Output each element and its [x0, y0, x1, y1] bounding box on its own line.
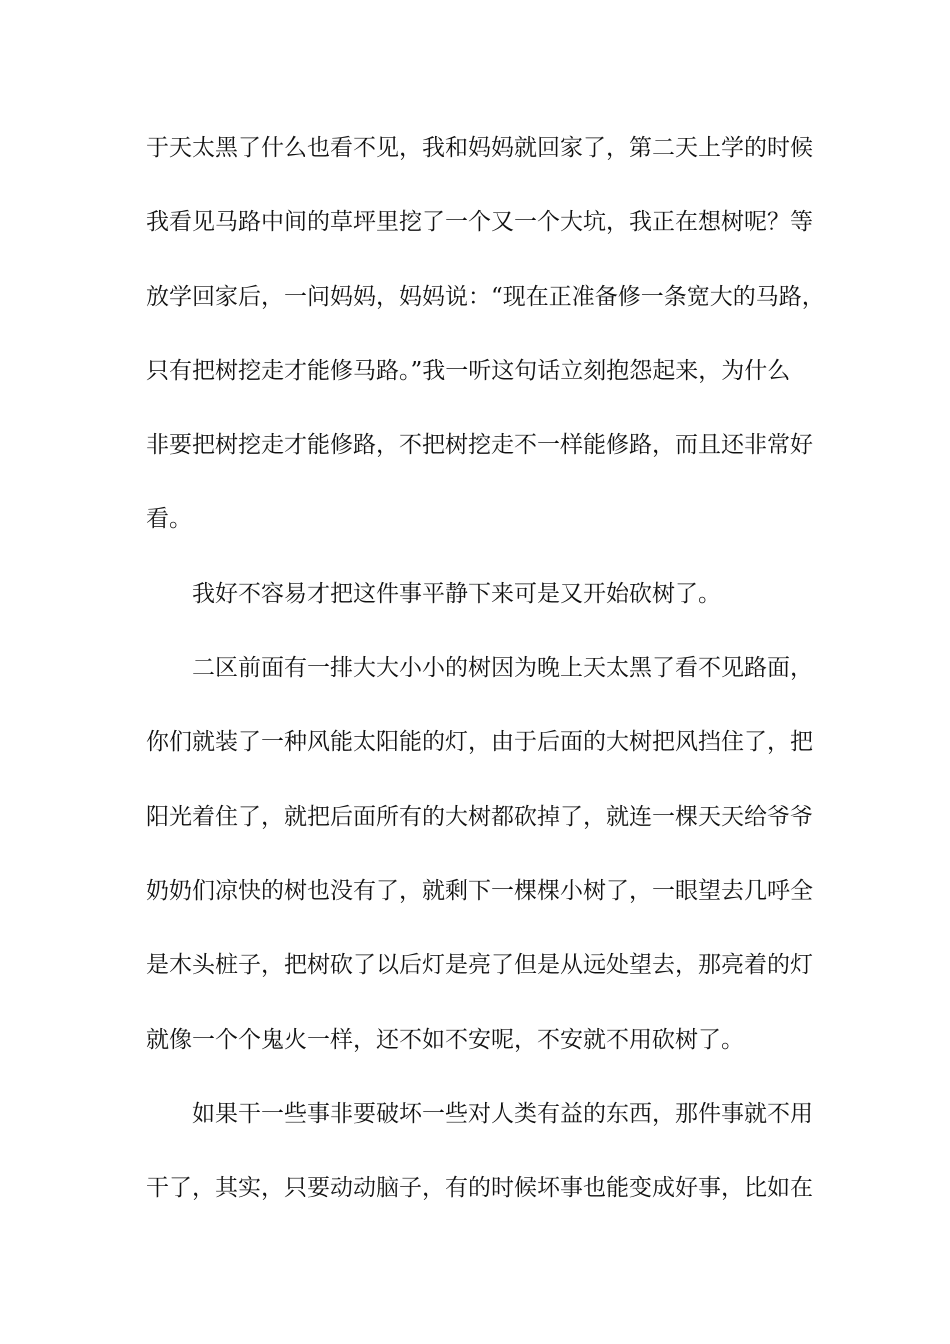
- text-line: 我看见马路中间的草坪里挖了一个又一个大坑，我正在想树呢？等: [146, 209, 813, 236]
- text-line: 就像一个个鬼火一样，还不如不安呢，不安就不用砍树了。: [146, 1026, 744, 1053]
- text-line: 非要把树挖走才能修路，不把树挖走不一样能修路，而且还非常好: [146, 432, 813, 459]
- text-line: 放学回家后，一问妈妈，妈妈说：“现在正准备修一条宽大的马路，: [146, 283, 825, 310]
- paragraph-first-line: 如果干一些事非要破坏一些对人类有益的东西，那件事就不用: [192, 1100, 813, 1127]
- text-line: 阳光着住了，就把后面所有的大树都砍掉了，就连一棵天天给爷爷: [146, 803, 813, 830]
- document-body: [146, 130, 825, 1244]
- text-line: 干了，其实，只要动动脑子，有的时候坏事也能变成好事，比如在: [146, 1175, 813, 1202]
- text-line: 是木头桩子，把树砍了以后灯是亮了但是从远处望去，那亮着的灯: [146, 952, 813, 979]
- paragraph-first-line: 二区前面有一排大大小小的树因为晚上天太黑了看不见路面，: [192, 655, 813, 682]
- text-line: 只有把树挖走才能修马路。”我一听这句话立刻抱怨起来，为什么: [146, 357, 791, 384]
- paragraph-first-line: 我好不容易才把这件事平静下来可是又开始砍树了。: [192, 580, 721, 607]
- text-line: 看。: [146, 506, 192, 533]
- text-line: 你们就装了一种风能太阳能的灯，由于后面的大树把风挡住了，把: [146, 729, 813, 756]
- text-line: 奶奶们凉快的树也没有了，就剩下一棵棵小树了，一眼望去几呼全: [146, 877, 813, 904]
- text-line: 于天太黑了什么也看不见，我和妈妈就回家了，第二天上学的时候: [146, 135, 813, 161]
